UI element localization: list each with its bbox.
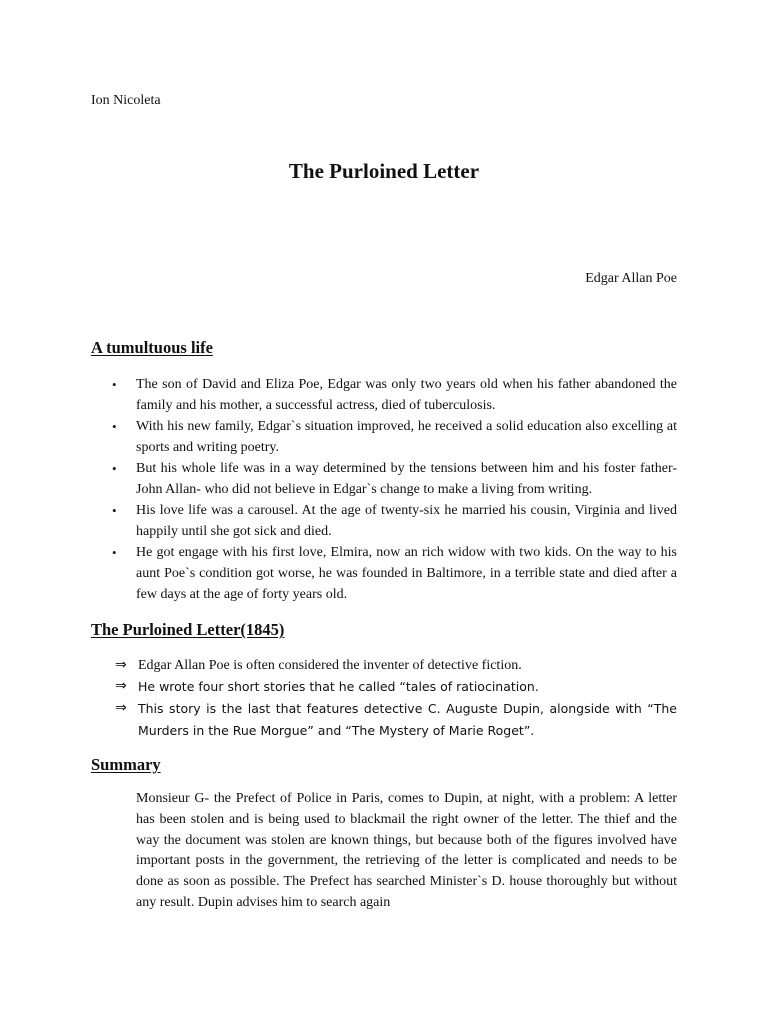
summary-paragraph: Monsieur G- the Prefect of Police in Paris, comes to Dupin, at night, with a problem: A letter has been stolen and is being used to blackmail the right owner of the letter. The thief and the way the document was stolen are known things, but because both of the figures involved have important posts in the government, the retrieving of the letter is complicated and needs to be done as soon as possible. The Prefect has searched Minister`s D. house thoroughly but without any result. Dupin advises him to search again bbox=[136, 791, 677, 910]
section-heading-purloined-letter: The Purloined Letter(1845) bbox=[91, 620, 285, 639]
list-item bbox=[91, 458, 677, 500]
list-item-text: With his new family, Edgar`s situation improved, he received a solid education also excelling at sports and writing poetry. bbox=[136, 419, 677, 455]
biography-bullet-list bbox=[91, 374, 677, 605]
list-item-text: This story is the last that features detective C. Auguste Dupin, alongside with “The Murders in the Rue Morgue” and “The Mystery of Marie Roget”. bbox=[138, 701, 677, 738]
list-item-text: His love life was a carousel. At the age of twenty-six he married his cousin, Virginia and lived happily until she got sick and died. bbox=[136, 503, 677, 539]
section-heading-tumultuous-life: A tumultuous life bbox=[91, 338, 213, 357]
bullet-icon: • bbox=[112, 377, 117, 392]
double-arrow-icon: ⇒ bbox=[115, 678, 127, 694]
list-item-text: He wrote four short stories that he called “tales of ratiocination. bbox=[138, 679, 539, 694]
list-item bbox=[115, 698, 677, 742]
byline-author: Edgar Allan Poe bbox=[585, 271, 677, 286]
list-item-text: He got engage with his first love, Elmira, now an rich widow with two kids. On the way to his aunt Poe`s condition got worse, he was founded in Baltimore, in a terrible state and died after a few days at the age of forty years old. bbox=[136, 545, 677, 602]
list-item-text: But his whole life was in a way determined by the tensions between him and his foster father- John Allan- who did not believe in Edgar`s change to make a living from writing. bbox=[136, 461, 677, 497]
bullet-icon: • bbox=[112, 545, 117, 560]
double-arrow-icon: ⇒ bbox=[115, 657, 127, 673]
list-item bbox=[91, 416, 677, 458]
list-item bbox=[91, 500, 677, 542]
document-title: The Purloined Letter bbox=[288, 159, 480, 183]
list-item-text: Edgar Allan Poe is often considered the inventer of detective fiction. bbox=[138, 658, 522, 673]
list-item bbox=[115, 676, 677, 698]
section-heading-summary: Summary bbox=[91, 755, 161, 774]
list-item bbox=[91, 542, 677, 605]
bullet-icon: • bbox=[112, 419, 117, 434]
author-name: Ion Nicoleta bbox=[91, 93, 161, 108]
list-item bbox=[91, 374, 677, 416]
double-arrow-icon: ⇒ bbox=[115, 700, 127, 716]
list-item bbox=[115, 655, 677, 676]
list-item-text: The son of David and Eliza Poe, Edgar was only two years old when his father abandoned the family and his mother, a successful actress, died of tuberculosis. bbox=[136, 377, 677, 413]
facts-arrow-list bbox=[115, 655, 677, 742]
bullet-icon: • bbox=[112, 503, 117, 518]
bullet-icon: • bbox=[112, 461, 117, 476]
